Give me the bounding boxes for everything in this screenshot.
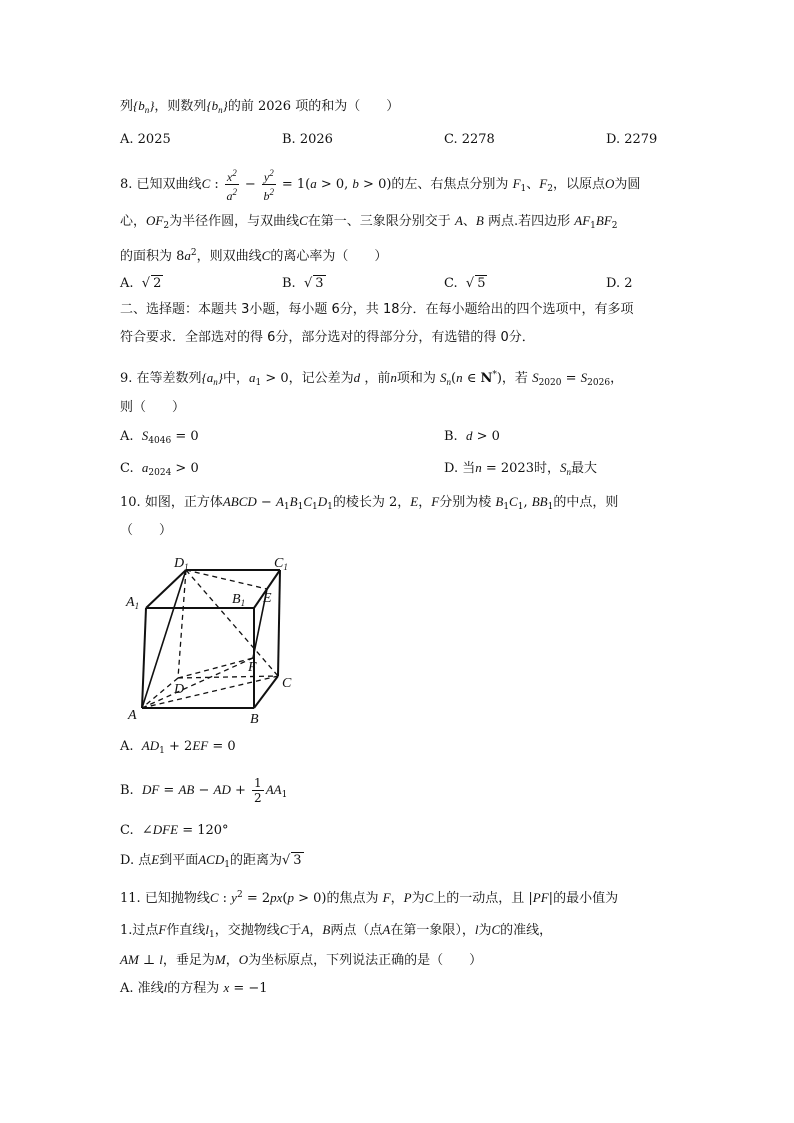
- q9-line-1: 9. 在等差数列$\{a_n\}$中，$a_1 > 0$，记公差为d ，前n项和为 $S_n(n$ ∈ N*)，若 $S_{2020} = S_{2026}$，: [120, 370, 624, 388]
- math: $\{b_n\}$: [133, 98, 155, 115]
- q7-option-c: C. 2278: [444, 132, 495, 147]
- label-f: F: [248, 660, 257, 675]
- text: 的中点，则: [553, 495, 619, 510]
- option-label: C.: [120, 461, 134, 476]
- question-number: 8.: [120, 177, 133, 192]
- text: 的最小值为: [553, 891, 619, 906]
- question-number: 10.: [120, 495, 141, 510]
- edge-c1c: [278, 570, 280, 676]
- text: 两点.若四边形: [488, 214, 571, 229]
- label-d: D: [174, 682, 185, 697]
- q8-option-b: B. √ 3: [282, 276, 324, 291]
- text: 的前 2026 项的和为（ ）: [227, 99, 400, 114]
- text: 1.过点: [120, 923, 159, 938]
- q11-option-a: A. 准线l的方程为 x = −1: [120, 980, 268, 996]
- q10-option-c: C. ∠DFE = 120°: [120, 822, 229, 838]
- q9-option-d: D. 当n = 2023时，$S_n$最大: [444, 460, 598, 477]
- text: 于: [288, 923, 302, 938]
- q10-line-2: （ ）: [120, 523, 173, 538]
- text: 在等差数列: [136, 371, 202, 386]
- question-number: 11.: [120, 891, 141, 906]
- label-e: E: [263, 591, 272, 606]
- text: 的方程为: [167, 981, 220, 996]
- q10-option-b: B. DF = AB − AD + $\frac{1}{2}$ $AA_1$: [120, 776, 288, 805]
- q11-line-3: AM ⊥ l，垂足为M，O为坐标原点，下列说法正确的是（ ）: [120, 952, 483, 968]
- q11-line-2: 1.过点F作直线$l_1$，交抛物线C于A，B两点（点A在第一象限），l为C的准线，: [120, 922, 553, 940]
- label-d1: $D_1$: [174, 556, 189, 572]
- option-label: A.: [120, 429, 134, 444]
- text: ，: [225, 953, 239, 968]
- text: ，垂足为: [162, 953, 215, 968]
- option-label: B.: [120, 783, 134, 798]
- text: 为: [478, 923, 492, 938]
- text: 的距离为: [229, 853, 282, 868]
- hidden-segment-af: [142, 658, 253, 708]
- option-label: C.: [120, 823, 134, 838]
- text: 在第一象限），: [390, 923, 475, 938]
- text: 在第一、三象限分别交于: [307, 214, 451, 229]
- q7-option-a: A. 2025: [120, 132, 171, 147]
- text: 为坐标原点，下列说法正确的是（ ）: [248, 953, 483, 968]
- label-b: B: [250, 712, 259, 727]
- q9-option-c: C. $a_{2024} > 0$: [120, 460, 199, 478]
- label-c1: $C_1$: [274, 556, 288, 572]
- section-2-rules: 符合要求．全部选对的得 6分，部分选对的得部分分，有选错的得 0分．: [120, 330, 535, 345]
- q8-line-1: 8. 已知双曲线C : $\frac{x^2}{a^2}$ − $\frac{y^2}{b^2}$ = 1(a > 0, b > 0)的左、右焦点分别为 $F_1$、$F_2$，以原点O为圆: [120, 168, 641, 203]
- text: ，: [610, 371, 624, 386]
- text: D. 当: [444, 461, 476, 476]
- text: 如图，正方体: [144, 495, 223, 510]
- q8-option-d: D. 2: [606, 276, 633, 291]
- math: C: [201, 176, 211, 191]
- text: 已知双曲线: [136, 177, 202, 192]
- hidden-segment-d1e: [186, 570, 267, 589]
- q9-option-a: A. $S_{4046} = 0$: [120, 428, 199, 446]
- text: ，以原点: [552, 177, 605, 192]
- text: 心，: [120, 214, 147, 229]
- q8-option-a: A. √ 2: [120, 276, 162, 291]
- text: 的准线，: [500, 923, 553, 938]
- text: 的离心率为（ ）: [270, 249, 388, 264]
- text: 为半径作圆，与双曲线: [169, 214, 300, 229]
- label-a: A: [128, 708, 137, 723]
- text: ，若: [501, 371, 528, 386]
- text: ，记公差为: [288, 371, 354, 386]
- hidden-segment-d1c: [186, 570, 278, 676]
- text: ，前: [364, 371, 391, 386]
- text: D. 点: [120, 853, 152, 868]
- fraction: $\frac{y^2}{b^2}$: [263, 168, 275, 203]
- q10-option-d: D. 点E到平面$ACD_1$的距离为√ 3: [120, 852, 302, 870]
- label-b1: $B_1$: [232, 592, 246, 608]
- text: 为: [411, 891, 425, 906]
- label-c: C: [282, 676, 292, 691]
- text: 两点（点: [330, 923, 383, 938]
- text: 最大: [571, 461, 598, 476]
- text: A. 准线: [120, 981, 164, 996]
- q10-line-1: 10. 如图，正方体ABCD − $A_1B_1C_1D_1$的棱长为 2，E，F分别为棱 $B_1C_1$, $BB_1$的中点，则: [120, 494, 619, 512]
- hidden-segment-df: [178, 658, 253, 678]
- text: ，交抛物线: [214, 923, 280, 938]
- option-label: C.: [444, 276, 458, 291]
- option-label: A.: [120, 739, 134, 754]
- text: 分别为棱: [439, 495, 492, 510]
- text: 的面积为: [120, 249, 173, 264]
- fraction: $\frac{x^2}{a^2}$: [226, 168, 238, 203]
- q7-option-d: D. 2279: [606, 132, 658, 147]
- text: 到平面: [159, 853, 199, 868]
- q7-tail-line: [120, 96, 399, 120]
- q8-line-3: 的面积为 $8a^2$，则双曲线C的离心率为（ ）: [120, 248, 388, 264]
- text: ，则数列: [154, 99, 207, 114]
- hidden-edge-dc: [178, 676, 278, 678]
- q8-line-2: 心，$OF_2$为半径作圆，与双曲线C在第一、三象限分别交于 A、B 两点.若四边形 $AF_1BF_2$: [120, 213, 618, 231]
- fraction: $\frac{1}{2}$: [254, 776, 262, 805]
- math: $\{b_n\}$: [206, 98, 228, 115]
- text: 项和为: [396, 371, 436, 386]
- q7-option-b: B. 2026: [282, 132, 333, 147]
- q9-option-b: B. d > 0: [444, 428, 500, 444]
- option-label: B.: [444, 429, 458, 444]
- text: 为圆: [614, 177, 641, 192]
- edge-a1a: [142, 608, 146, 708]
- text: 的焦点为: [326, 891, 379, 906]
- q10-option-a: A. $AD_1 + 2EF = 0$: [120, 738, 236, 756]
- text: 时，: [533, 461, 560, 476]
- option-label: A.: [120, 276, 134, 291]
- question-number: 9.: [120, 371, 133, 386]
- q11-line-1: 11. 已知抛物线C : $y^2 = 2px(p > 0)$的焦点为 F，P为C上的一动点，且 |PF|的最小值为: [120, 890, 619, 906]
- text: 列: [120, 99, 134, 114]
- text: 的棱长为 2，: [332, 495, 411, 510]
- text: 作直线: [166, 923, 206, 938]
- text: 中，: [222, 371, 249, 386]
- section-2-heading: 二、选择题：本题共 3小题，每小题 6分，共 18分．在每小题给出的四个选项中，有多项: [120, 302, 634, 317]
- q8-option-c: C. √ 5: [444, 276, 486, 291]
- q9-line-2: 则（ ）: [120, 400, 186, 415]
- hidden-edge-d1d: [178, 570, 186, 678]
- label-a1: $A_1$: [126, 595, 140, 611]
- option-label: B.: [282, 276, 296, 291]
- text: 的左、右焦点分别为: [391, 177, 509, 192]
- cube-figure: [120, 556, 310, 728]
- text: 已知抛物线: [144, 891, 210, 906]
- text: ，则双曲线: [196, 249, 262, 264]
- text: 上的一动点，且: [433, 891, 525, 906]
